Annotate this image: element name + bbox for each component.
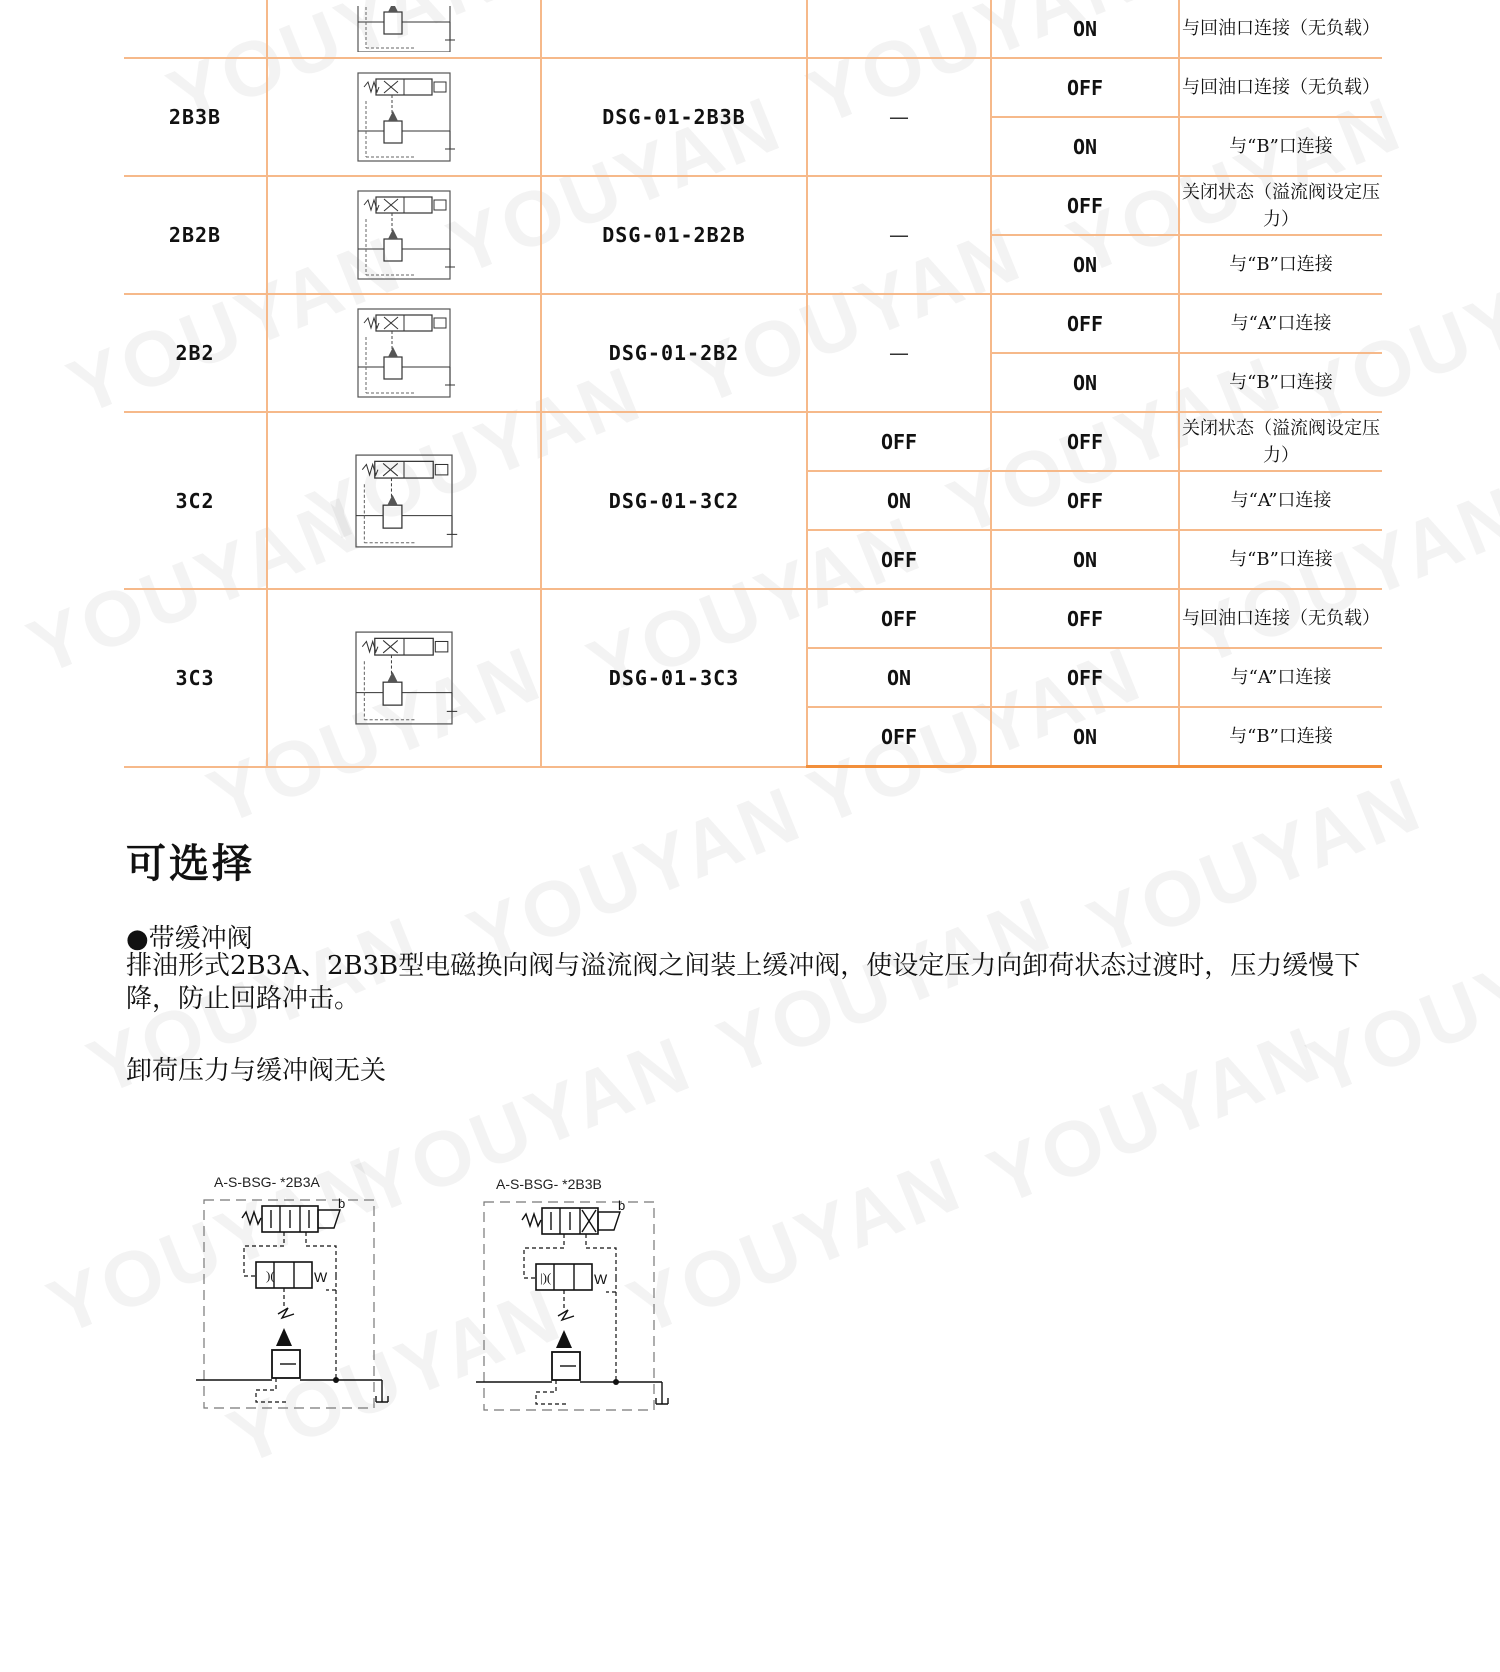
model-number: DSG-01-3C2 <box>541 412 807 589</box>
label-w: W <box>314 1269 328 1285</box>
pilot-port-status: 与“A”口连接 <box>1179 648 1382 707</box>
pilot-port-status: 与“A”口连接 <box>1179 294 1382 353</box>
table-row <box>124 294 1382 353</box>
label-b: b <box>338 1196 346 1211</box>
solenoid-b-state: OFF <box>991 294 1179 353</box>
pilot-port-status: 与“A”口连接 <box>1179 471 1382 530</box>
solenoid-a-state: OFF <box>807 530 991 589</box>
solenoid-a-state: ON <box>807 648 991 707</box>
pilot-port-status: 与“B”口连接 <box>1179 235 1382 294</box>
section-title: 可选择 <box>126 841 255 887</box>
solenoid-a-state <box>807 0 991 58</box>
type-code: 2B3B <box>124 58 267 176</box>
solenoid-a-state: OFF <box>807 589 991 648</box>
diagram-caption: A-S-BSG- *2B3B <box>496 1176 602 1192</box>
svg-text:|)(: |)( <box>540 1270 552 1285</box>
type-code: 3C3 <box>124 589 267 767</box>
solenoid-b-state: ON <box>991 530 1179 589</box>
solenoid-a-state: — <box>807 176 991 294</box>
table-row <box>124 589 1382 648</box>
solenoid-b-state: ON <box>991 117 1179 176</box>
solenoid-b-state: OFF <box>991 648 1179 707</box>
solenoid-b-state: OFF <box>991 412 1179 471</box>
table-row <box>124 412 1382 471</box>
pilot-port-status: 关闭状态（溢流阀设定压力） <box>1179 176 1382 235</box>
solenoid-b-state: ON <box>991 353 1179 412</box>
spec-table <box>124 0 1382 768</box>
type-code: 2B2B <box>124 176 267 294</box>
solenoid-a-state: OFF <box>807 707 991 767</box>
svg-text:)(: )( <box>266 1268 275 1283</box>
watermark <box>976 1008 1335 1224</box>
solenoid-a-state: ON <box>807 471 991 530</box>
valve-symbol-cell <box>267 294 541 412</box>
valve-symbol-icon <box>349 307 459 399</box>
feature-description: 排油形式2B3A、2B3B型电磁换向阀与溢流阀之间装上缓冲阀，使设定压力向卸荷状态过渡时，压力缓慢下降，防止回路冲击。 <box>126 951 1361 1014</box>
circuit-diagram-2b3b <box>476 1198 716 1420</box>
model-number: DSG-01-3C3 <box>541 589 807 767</box>
unload-note: 卸荷压力与缓冲阀无关 <box>126 1056 387 1086</box>
type-code <box>124 0 267 58</box>
solenoid-b-state: OFF <box>991 589 1179 648</box>
type-code: 2B2 <box>124 294 267 412</box>
solenoid-b-state: OFF <box>991 471 1179 530</box>
model-number: DSG-01-2B2B <box>541 176 807 294</box>
solenoid-a-state: OFF <box>807 412 991 471</box>
valve-symbol-cell <box>267 0 541 58</box>
label-w: W <box>594 1271 608 1287</box>
label-b: b <box>618 1198 626 1213</box>
table-row <box>124 176 1382 235</box>
pilot-port-status: 与回油口连接（无负载） <box>1179 589 1382 648</box>
pilot-port-status: 关闭状态（溢流阀设定压力） <box>1179 412 1382 471</box>
valve-symbol-cell <box>267 58 541 176</box>
circuit-diagram-2b3a <box>196 1196 436 1418</box>
model-number <box>541 0 807 58</box>
valve-symbol-cell <box>267 589 541 767</box>
watermark <box>1076 758 1435 974</box>
pilot-port-status: 与回油口连接（无负载） <box>1179 0 1382 58</box>
pilot-port-status: 与“B”口连接 <box>1179 117 1382 176</box>
solenoid-b-state: ON <box>991 235 1179 294</box>
model-number: DSG-01-2B3B <box>541 58 807 176</box>
solenoid-b-state: ON <box>991 707 1179 767</box>
table-row <box>124 0 1382 58</box>
valve-symbol-icon <box>349 6 459 52</box>
valve-symbol-icon <box>349 189 459 281</box>
type-code: 3C2 <box>124 412 267 589</box>
solenoid-a-state: — <box>807 294 991 412</box>
solenoid-b-state: ON <box>991 0 1179 58</box>
feature-title: ●带缓冲阀 <box>126 924 253 954</box>
solenoid-a-state: — <box>807 58 991 176</box>
pilot-port-status: 与“B”口连接 <box>1179 707 1382 767</box>
table-row <box>124 58 1382 117</box>
solenoid-b-state: OFF <box>991 176 1179 235</box>
valve-symbol-icon <box>349 71 459 163</box>
valve-symbol-cell <box>267 176 541 294</box>
valve-symbol-icon <box>349 630 459 726</box>
valve-symbol-icon <box>349 453 459 549</box>
valve-symbol-cell <box>267 412 541 589</box>
solenoid-b-state: OFF <box>991 58 1179 117</box>
pilot-port-status: 与“B”口连接 <box>1179 353 1382 412</box>
pilot-port-status: 与“B”口连接 <box>1179 530 1382 589</box>
model-number: DSG-01-2B2 <box>541 294 807 412</box>
pilot-port-status: 与回油口连接（无负载） <box>1179 58 1382 117</box>
diagram-caption: A-S-BSG- *2B3A <box>214 1174 320 1190</box>
